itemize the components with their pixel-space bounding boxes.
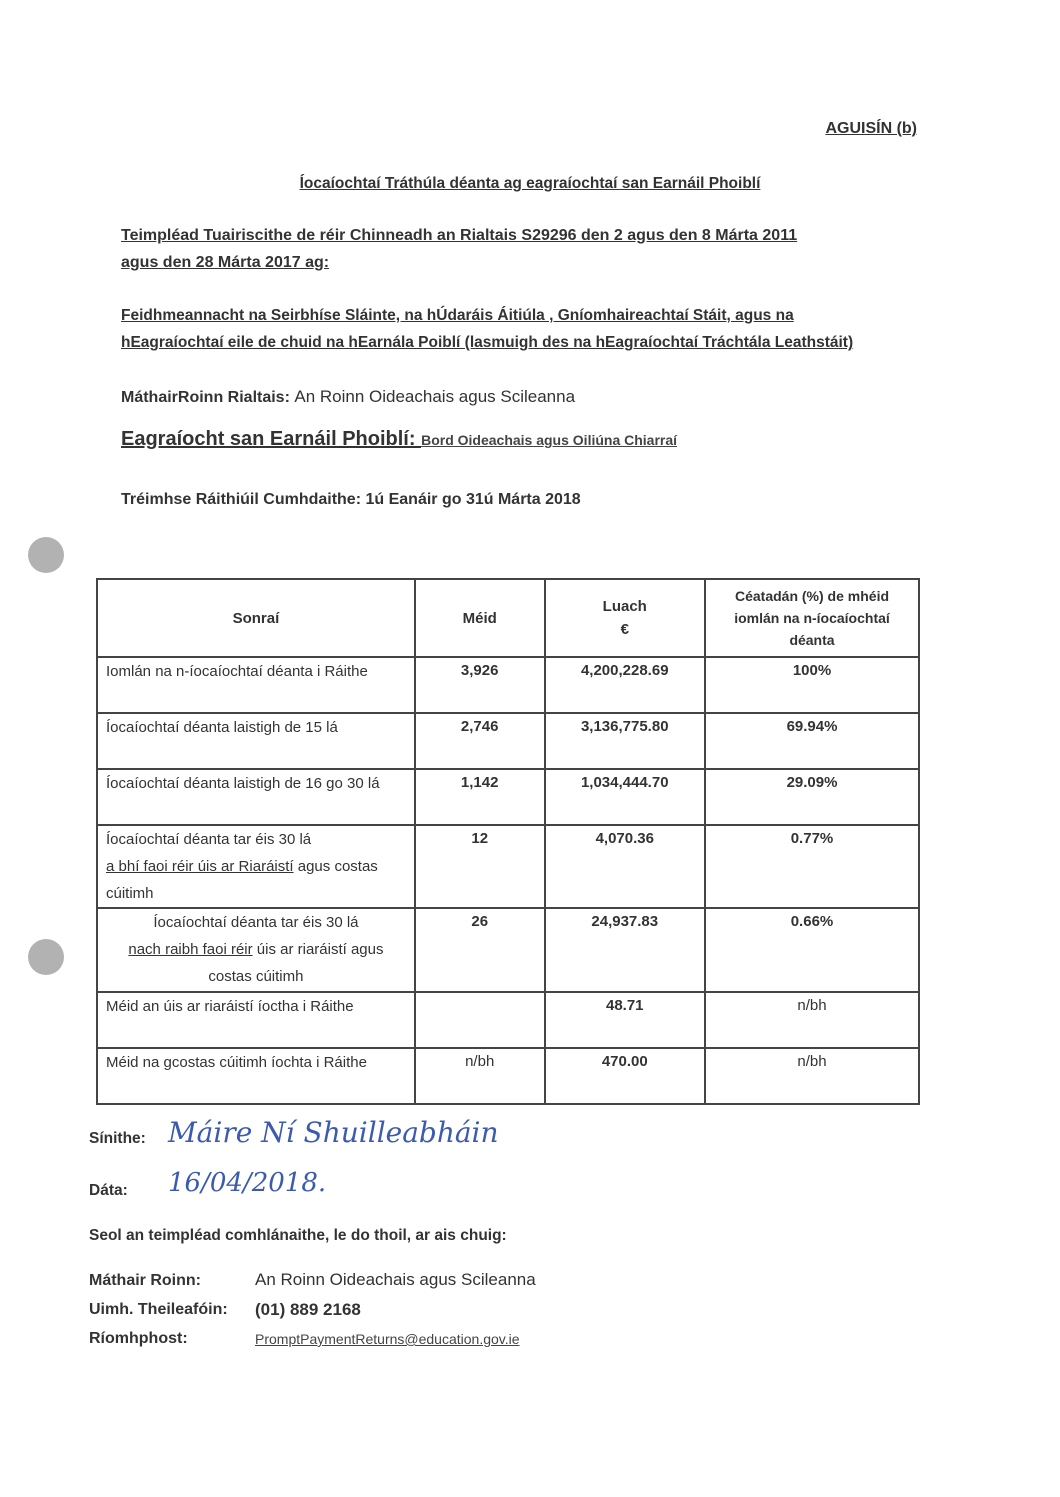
scope-heading (121, 302, 853, 356)
row-pct: n/bh (705, 992, 919, 1048)
handwritten-signature: Máire Ní Shuilleabháin (168, 1116, 499, 1149)
contact-dept-label: Máthair Roinn: (89, 1272, 201, 1289)
table-row (97, 1048, 919, 1104)
row-description-part: Íocaíochtaí déanta tar éis 30 lá (106, 831, 312, 848)
header-sonrai: Sonraí (97, 579, 415, 657)
table-header-row (97, 579, 919, 657)
row-pct: n/bh (705, 1048, 919, 1104)
row-description: Íocaíochtaí déanta laistigh de 16 go 30 lá (97, 769, 415, 825)
annex-label: AGUISÍN (b) (825, 120, 917, 137)
parent-department (121, 387, 575, 407)
row-meid (415, 992, 545, 1048)
row-meid: n/bh (415, 1048, 545, 1104)
organisation-value: Bord Oideachais agus Oiliúna Chiarraí (421, 432, 678, 448)
row-luach: 4,200,228.69 (545, 657, 705, 713)
row-meid: 2,746 (415, 713, 545, 769)
handwritten-date: 16/04/2018. (168, 1168, 327, 1198)
row-description: Iomlán na n-íocaíochtaí déanta i Ráithe (97, 657, 415, 713)
row-description (97, 825, 415, 908)
row-meid: 12 (415, 825, 545, 908)
row-description-part: úis ar riaráistí agus costas cúitimh (208, 941, 384, 985)
send-instructions: Seol an teimpléad comhlánaithe, le do thoil, ar ais chuig: (89, 1227, 507, 1244)
organisation (121, 428, 677, 451)
punch-hole (28, 939, 64, 975)
row-luach: 3,136,775.80 (545, 713, 705, 769)
row-pct: 29.09% (705, 769, 919, 825)
punch-hole (28, 537, 64, 573)
parent-department-value: An Roinn Oideachais agus Scileanna (294, 387, 576, 406)
signature-label: Sínithe: (89, 1130, 146, 1147)
row-luach: 48.71 (545, 992, 705, 1048)
row-meid: 26 (415, 908, 545, 992)
row-description: Méid an úis ar riaráistí íoctha i Ráithe (97, 992, 415, 1048)
table-row (97, 713, 919, 769)
row-pct: 0.66% (705, 908, 919, 992)
table-row (97, 908, 919, 992)
scope-line: hEagraíochtaí eile de chuid na hEarnála Poiblí (lasmuigh des na hEagraíochtaí Tráchtála Leathstáit) (121, 334, 854, 351)
header-luach (545, 579, 705, 657)
header-luach-label: Luach (602, 598, 647, 615)
table-row (97, 657, 919, 713)
row-pct: 69.94% (705, 713, 919, 769)
row-pct: 0.77% (705, 825, 919, 908)
template-line: Teimpléad Tuairiscithe de réir Chinneadh an Rialtais S29296 den 2 agus den 8 Márta 2011 (121, 227, 798, 244)
row-luach: 24,937.83 (545, 908, 705, 992)
row-description-part: agus costas cúitimh (106, 858, 378, 902)
row-luach: 470.00 (545, 1048, 705, 1104)
contact-phone-value: (01) 889 2168 (255, 1300, 361, 1319)
row-description-underlined: a bhí faoi réir úis ar Riaráistí (106, 858, 294, 875)
header-meid: Méid (415, 579, 545, 657)
row-description-part: Íocaíochtaí déanta tar éis 30 lá (153, 914, 359, 931)
table-row (97, 825, 919, 908)
template-line: agus den 28 Márta 2017 ag: (121, 254, 330, 271)
row-description-underlined: nach raibh faoi réir (128, 941, 253, 958)
row-luach: 1,034,444.70 (545, 769, 705, 825)
template-heading (121, 222, 797, 276)
row-meid: 1,142 (415, 769, 545, 825)
row-luach: 4,070.36 (545, 825, 705, 908)
contact-dept-value: An Roinn Oideachais agus Scileanna (255, 1270, 536, 1289)
table-row (97, 992, 919, 1048)
document-title: Íocaíochtaí Tráthúla déanta ag eagraíochtaí san Earnáil Phoiblí (299, 175, 761, 192)
contact-email-link[interactable]: PromptPaymentReturns@education.gov.ie (255, 1331, 520, 1347)
row-pct: 100% (705, 657, 919, 713)
table-row (97, 769, 919, 825)
contact-phone-label: Uimh. Theileafóin: (89, 1301, 228, 1318)
reporting-period: Tréimhse Ráithiúil Cumhdaithe: 1ú Eanáir go 31ú Márta 2018 (121, 491, 581, 508)
row-description (97, 908, 415, 992)
payments-table (96, 578, 920, 1105)
organisation-label: Eagraíocht san Earnáil Phoiblí: (121, 428, 422, 450)
row-description: Méid na gcostas cúitimh íochta i Ráithe (97, 1048, 415, 1104)
header-pct: Céatadán (%) de mhéid iomlán na n-íocaíochtaí déanta (705, 579, 919, 657)
parent-department-label: MáthairRoinn Rialtais: (121, 389, 295, 406)
contact-email-label: Ríomhphost: (89, 1330, 188, 1347)
row-meid: 3,926 (415, 657, 545, 713)
scope-line: Feidhmeannacht na Seirbhíse Sláinte, na hÚdaráis Áitiúla , Gníomhaireachtaí Stáit, agus na (121, 307, 794, 324)
header-luach-unit: € (620, 621, 629, 638)
row-description: Íocaíochtaí déanta laistigh de 15 lá (97, 713, 415, 769)
date-label: Dáta: (89, 1182, 128, 1199)
